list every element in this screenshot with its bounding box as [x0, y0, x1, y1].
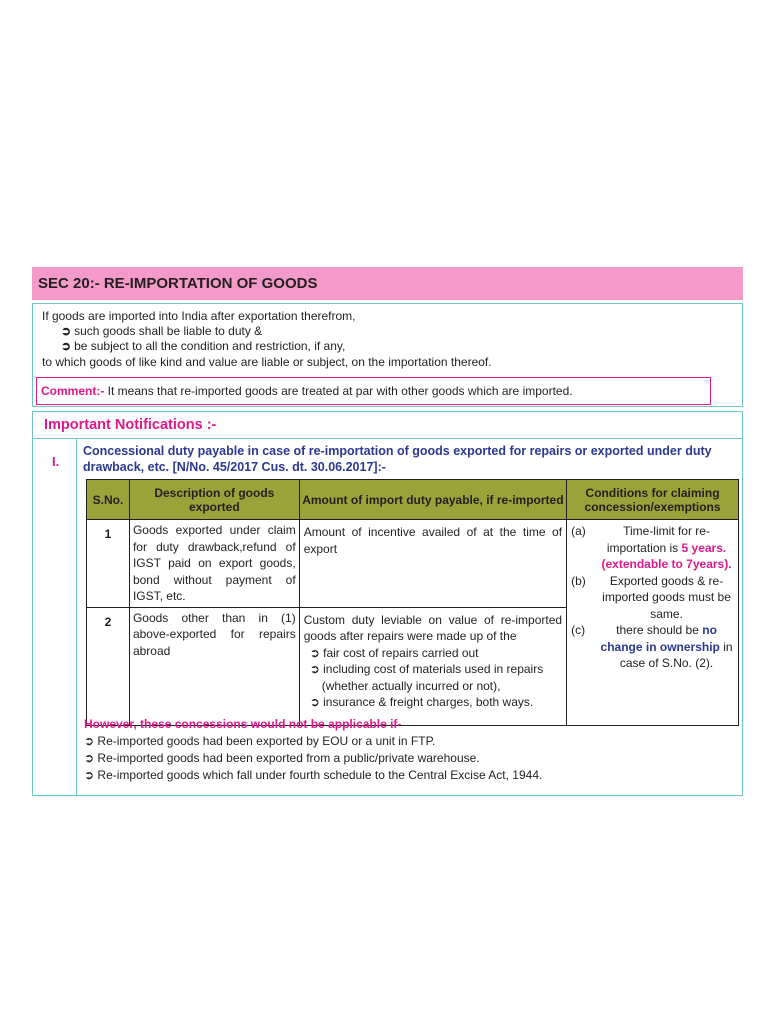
- however-note: However, these concessions would not be applicable if-: [84, 717, 402, 731]
- condition-a: [571, 523, 734, 573]
- intro-bullet-2-text: be subject to all the condition and restriction, if any,: [74, 339, 346, 353]
- notifications-title: Important Notifications :-: [33, 412, 742, 439]
- condition-b-text: Exported goods & re-imported goods must be same.: [602, 573, 731, 621]
- row2-description: Goods other than in (1) above-exported for repairs abroad: [129, 607, 299, 725]
- condition-c-body: [599, 622, 734, 672]
- condition-c-text1: there should be: [616, 623, 699, 637]
- arrow-icon: ➲: [84, 751, 95, 765]
- row2-amount-intro: Custom duty leviable on value of re-imported goods after repairs were made up of the: [303, 612, 563, 643]
- condition-a-text: Time-limit for re-importation is: [606, 524, 710, 555]
- table-header-row: [87, 480, 739, 520]
- arrow-icon: ➲: [61, 324, 72, 338]
- section-title: SEC 20:- RE-IMPORTATION OF GOODS: [32, 267, 743, 300]
- exclusion-item: [84, 768, 542, 782]
- row1-description: Goods exported under claim for duty drawback,refund of IGST paid on export goods, bond without payment of IGST, etc.: [129, 520, 299, 608]
- intro-line-1: If goods are imported into India after exportation therefrom,: [42, 309, 356, 323]
- intro-bullet-2: [61, 339, 345, 354]
- row2-amount-bullet-3: [304, 694, 562, 711]
- exclusion-item: [84, 751, 480, 765]
- condition-c-highlight: no change in ownership: [600, 623, 720, 654]
- roman-numeral: I.: [52, 454, 60, 469]
- arrow-icon: ➲: [84, 768, 95, 782]
- row2-amount-bullet-3-text: insurance & freight charges, both ways.: [323, 695, 534, 709]
- comment-text: It means that re-imported goods are treated at par with other goods which are imported.: [107, 384, 573, 398]
- exclusion-text: Re-imported goods which fall under fourth schedule to the Central Excise Act, 1944.: [97, 768, 543, 782]
- arrow-icon: ➲: [84, 734, 95, 748]
- condition-b: [571, 573, 734, 623]
- intro-bullet-1-text: such goods shall be liable to duty &: [74, 324, 263, 338]
- row2-amount-bullet-2-text: including cost of materials used in repairs: [323, 662, 544, 676]
- row2-amount-bullet-1: [304, 645, 562, 662]
- arrow-icon: ➲: [309, 662, 320, 676]
- exclusion-text: Re-imported goods had been exported by EOU or a unit in FTP.: [97, 734, 436, 748]
- duty-table: [86, 479, 739, 726]
- arrow-icon: ➲: [309, 645, 320, 660]
- comment-label: Comment:-: [41, 384, 105, 398]
- exclusion-text: Re-imported goods had been exported from a public/private warehouse.: [97, 751, 480, 765]
- header-sno: S.No.: [87, 480, 130, 520]
- condition-a-highlight: 5 years. (extendable to 7years).: [601, 540, 732, 571]
- arrow-icon: ➲: [309, 695, 320, 709]
- conditions-cell: [567, 520, 739, 726]
- exclusion-item: [84, 734, 435, 748]
- row2-amount: [299, 607, 566, 725]
- notification-heading: Concessional duty payable in case of re-importation of goods exported for repairs or exported under duty drawback, etc. [N/No. 45/2017 Cus. dt. 30.06.2017]:-: [83, 444, 712, 474]
- intro-bullet-1: [61, 324, 262, 339]
- header-conditions: Conditions for claiming concession/exemptions: [567, 480, 739, 520]
- row2-amount-bullet-2: [304, 661, 562, 678]
- intro-line-2: to which goods of like kind and value are liable or subject, on the importation thereof.: [42, 355, 492, 369]
- row1-amount: Amount of incentive availed of at the time of export: [299, 520, 566, 608]
- arrow-icon: ➲: [61, 339, 72, 353]
- header-amount: Amount of import duty payable, if re-imported: [299, 480, 566, 520]
- row1-sno: 1: [87, 520, 130, 608]
- row2-amount-bullet-1-text: fair cost of repairs carried out: [323, 645, 479, 660]
- header-description: Description of goods exported: [129, 480, 299, 520]
- condition-c-text2: in case of S.No. (2).: [619, 639, 733, 670]
- condition-c-tag: (c): [571, 623, 586, 637]
- condition-a-tag: (a): [571, 524, 586, 538]
- comment-box: [36, 377, 711, 405]
- row2-amount-bullet-2-sub: (whether actually incurred or not),: [321, 678, 501, 693]
- table-row: [87, 520, 739, 608]
- condition-a-body: [599, 523, 734, 573]
- divider: [76, 439, 77, 796]
- condition-b-tag: (b): [571, 573, 586, 588]
- row2-sno: 2: [87, 607, 130, 725]
- condition-c: [571, 622, 734, 672]
